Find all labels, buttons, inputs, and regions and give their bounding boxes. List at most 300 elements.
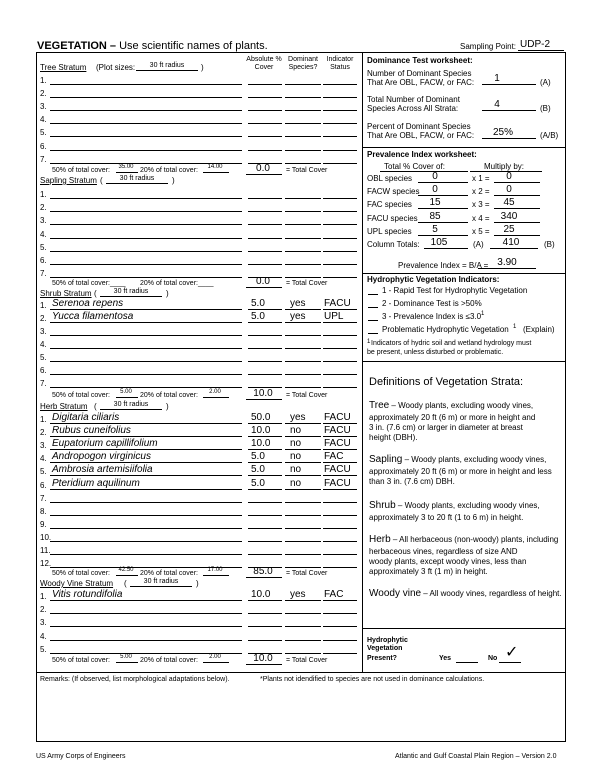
herb-row-species-field[interactable] <box>50 515 242 516</box>
tree-row-indicator-field[interactable] <box>323 163 357 164</box>
prevalence-total-a-code: (A) <box>473 240 484 249</box>
prevalence-row-label: FACW species <box>367 187 420 197</box>
shrub-row-cover-field[interactable] <box>248 335 282 336</box>
herb-row-dominant-field[interactable] <box>285 462 321 463</box>
sapling-row-species-field[interactable] <box>50 224 242 225</box>
shrub-row-species-field[interactable] <box>50 387 242 388</box>
sapling-row-number: 4. <box>40 229 47 239</box>
herb-species-name: Ambrosia artemisiifolia <box>52 464 153 476</box>
herb-row-indicator-field[interactable] <box>323 436 357 437</box>
shrub-row-indicator-field[interactable] <box>323 387 357 388</box>
def-herb <box>369 535 558 545</box>
sapling-row-indicator-field[interactable] <box>323 264 357 265</box>
shrub-row-indicator-field[interactable] <box>323 335 357 336</box>
footer-left: US Army Corps of Engineers <box>36 753 126 760</box>
tree-stratum-label: Tree Stratum <box>40 63 87 72</box>
tree-plot-close: ) <box>201 63 204 72</box>
tree-row-indicator-field[interactable] <box>323 150 357 151</box>
prevalence-row-value[interactable]: 45 <box>503 197 515 209</box>
herb-row-number: 12. <box>40 559 52 569</box>
herb-species-name: Pteridium aquilinum <box>52 477 140 489</box>
footnote-mark: 1 <box>367 339 371 345</box>
shrub-row-dominant-field[interactable] <box>285 348 321 349</box>
shrub-plot-size[interactable]: 30 ft radius <box>113 288 149 295</box>
sapling-row-dominant-field[interactable] <box>285 238 321 239</box>
prevalence-row-value[interactable]: 25 <box>503 223 515 235</box>
vine-row-cover-field[interactable] <box>248 600 282 601</box>
def-herb-text: herbaceous vines, regardless of size AND <box>369 547 518 556</box>
herb-twenty-value: 17.00 <box>207 567 223 573</box>
shrub-row-indicator-field[interactable] <box>323 322 357 323</box>
sapling-row-number: 5. <box>40 242 47 252</box>
tree-row-cover-field[interactable] <box>248 136 282 137</box>
sapling-row-indicator-field[interactable] <box>323 277 357 278</box>
herb-row-number: 5. <box>40 467 47 477</box>
tree-row-dominant-field[interactable] <box>285 150 321 151</box>
vine-total-cover-label: = Total Cover <box>286 657 328 664</box>
sapling-plot-size[interactable]: 30 ft radius <box>119 175 155 182</box>
shrub-row-dominant-field[interactable] <box>285 322 321 323</box>
vine-row-number: 4. <box>40 631 47 641</box>
herb-species-indicator: FACU <box>324 412 351 423</box>
vine-row-species-field[interactable] <box>50 600 242 601</box>
herb-row-dominant-field[interactable] <box>285 449 321 450</box>
shrub-species-dominant: yes <box>290 311 306 322</box>
sapling-row-dominant-field[interactable] <box>285 277 321 278</box>
shrub-row-species-field[interactable] <box>50 361 242 362</box>
dominance-b-label: Total Number of Dominant <box>367 95 460 104</box>
shrub-row-cover-field[interactable] <box>248 374 282 375</box>
indicator-explain: (Explain) <box>523 325 555 334</box>
col-dominant: Dominant Species? <box>288 56 318 72</box>
herb-species-dominant: no <box>290 464 302 476</box>
vine-total-cover: 10.0 <box>253 653 273 664</box>
prevalence-index-value[interactable]: 3.90 <box>497 257 517 268</box>
herb-row-dominant-field[interactable] <box>285 489 321 490</box>
vine-row-indicator-field[interactable] <box>323 613 357 614</box>
herb-row-species-field[interactable] <box>50 541 242 542</box>
herb-row-dominant-field[interactable] <box>285 541 321 542</box>
herb-species-indicator: FAC <box>324 451 344 463</box>
shrub-row-number: 7. <box>40 379 47 388</box>
dominance-c-value[interactable]: 25% <box>492 127 513 138</box>
tree-fifty-label: 50% of total cover: <box>52 167 110 174</box>
def-tree-term: Tree <box>369 400 390 411</box>
prevalence-row-cover[interactable]: 0 <box>432 171 438 182</box>
shrub-row-species-field[interactable] <box>50 322 242 323</box>
def-sapling-text: approximately 20 ft (6 m) or more in height and less <box>369 467 552 476</box>
shrub-species-name: Yucca filamentosa <box>52 311 134 322</box>
shrub-row-indicator-field[interactable] <box>323 374 357 375</box>
herb-row-indicator-field[interactable] <box>323 489 357 490</box>
herb-fifty-label: 50% of total cover: <box>52 570 110 577</box>
herb-species-indicator: FACU <box>324 464 351 476</box>
prevalence-total-b[interactable]: 410 <box>502 237 520 248</box>
herb-row-cover-field[interactable] <box>248 423 282 424</box>
shrub-row-species-field[interactable] <box>50 348 242 349</box>
herb-row-species-field[interactable] <box>50 528 242 529</box>
shrub-plot-open: ( <box>94 289 97 298</box>
shrub-row-indicator-field[interactable] <box>323 361 357 362</box>
herb-row-cover-field[interactable] <box>248 475 282 476</box>
herb-row-dominant-field[interactable] <box>285 436 321 437</box>
herb-species-name: Eupatorium capillifolium <box>52 438 158 450</box>
herb-row-cover-field[interactable] <box>248 554 282 555</box>
indicator-problematic[interactable]: Problematic Hydrophytic Vegetation <box>382 325 509 334</box>
vine-row-number: 2. <box>40 605 47 615</box>
tree-row-species-field[interactable] <box>50 84 242 85</box>
tree-row-dominant-field[interactable] <box>285 123 321 124</box>
sapling-row-indicator-field[interactable] <box>323 251 357 252</box>
herb-row-indicator-field[interactable] <box>323 554 357 555</box>
herb-row-number: 9. <box>40 519 47 529</box>
def-sapling-text: than 3 in. (7.6 cm) DBH. <box>369 477 455 486</box>
sapling-row-species-field[interactable] <box>50 198 242 199</box>
tree-row-species-field[interactable] <box>50 136 242 137</box>
hydrophytic-no-label: No <box>488 655 498 662</box>
herb-row-indicator-field[interactable] <box>323 462 357 463</box>
herb-row-indicator-field[interactable] <box>323 423 357 424</box>
shrub-row-dominant-field[interactable] <box>285 361 321 362</box>
herb-row-number: 2. <box>40 428 47 438</box>
shrub-row-cover-field[interactable] <box>248 361 282 362</box>
herb-row-dominant-field[interactable] <box>285 515 321 516</box>
herb-row-cover-field[interactable] <box>248 489 282 490</box>
tree-row-cover-field[interactable] <box>248 110 282 111</box>
herb-row-species-field[interactable] <box>50 489 242 490</box>
herb-species-indicator: FACU <box>324 425 351 437</box>
tree-row-cover-field[interactable] <box>248 123 282 124</box>
prevalence-row-label: UPL species <box>367 226 412 236</box>
herb-species-indicator: FACU <box>324 477 351 489</box>
prevalence-row-value[interactable]: 0 <box>506 171 512 182</box>
sapling-row-dominant-field[interactable] <box>285 198 321 199</box>
tree-row-number: 1. <box>40 76 47 85</box>
sapling-row-species-field[interactable] <box>50 264 242 265</box>
herb-species-dominant: no <box>290 425 302 437</box>
shrub-row-species-field[interactable] <box>50 374 242 375</box>
tree-twenty-value: 14.00 <box>207 164 223 170</box>
herb-row-indicator-field[interactable] <box>323 567 357 568</box>
herb-row-species-field[interactable] <box>50 436 242 437</box>
herb-row-species-field[interactable] <box>50 475 242 476</box>
def-shrub-term: Shrub <box>369 500 396 511</box>
vine-row-indicator-field[interactable] <box>323 640 357 641</box>
sapling-plot-close: ) <box>172 176 175 185</box>
vine-fifty-label: 50% of total cover: <box>52 657 110 664</box>
sapling-row-indicator-field[interactable] <box>323 224 357 225</box>
vine-row-dominant-field[interactable] <box>285 600 321 601</box>
def-tree <box>369 401 533 411</box>
shrub-species-cover: 5.0 <box>251 311 265 322</box>
sapling-row-cover-field[interactable] <box>248 198 282 199</box>
shrub-species-name: Serenoa repens <box>52 298 124 309</box>
prevalence-totals-label: Column Totals: <box>367 240 420 249</box>
herb-row-indicator-field[interactable] <box>323 515 357 516</box>
prevalence-row-cover[interactable]: 15 <box>429 197 441 209</box>
def-shrub-text: approximately 3 to 20 ft (1 to 6 m) in height. <box>369 513 524 522</box>
herb-row-species-field[interactable] <box>50 502 242 503</box>
herb-row-indicator-field[interactable] <box>323 528 357 529</box>
prevalence-row-cover[interactable]: 85 <box>429 210 441 222</box>
shrub-row-species-field[interactable] <box>50 309 242 310</box>
sapling-row-cover-field[interactable] <box>248 211 282 212</box>
def-shrub <box>369 501 540 511</box>
herb-total-cover: 85.0 <box>253 566 273 577</box>
sapling-plot-open: ( <box>100 176 103 185</box>
dominance-c-label: Percent of Dominant Species <box>367 122 471 131</box>
tree-plot-label: (Plot sizes: <box>96 63 136 72</box>
sapling-row-cover-field[interactable] <box>248 238 282 239</box>
herb-species-cover: 50.0 <box>251 412 271 423</box>
sapling-row-indicator-field[interactable] <box>323 211 357 212</box>
sapling-row-number: 6. <box>40 256 47 265</box>
herb-row-dominant-field[interactable] <box>285 502 321 503</box>
herb-twenty-label: 20% of total cover: <box>140 570 198 577</box>
tree-row-dominant-field[interactable] <box>285 97 321 98</box>
hydrophytic-no-field[interactable] <box>499 662 521 663</box>
shrub-row-species-field[interactable] <box>50 335 242 336</box>
shrub-total-cover-label: = Total Cover <box>286 392 328 399</box>
herb-row-species-field[interactable] <box>50 462 242 463</box>
vine-row-cover-field[interactable] <box>248 640 282 641</box>
shrub-row-cover-field[interactable] <box>248 348 282 349</box>
prevalence-row-value[interactable]: 0 <box>506 184 512 196</box>
def-tree-text: – Woody plants, excluding woody vines, <box>389 401 534 410</box>
prevalence-row-multiplier: x 2 = <box>472 187 490 197</box>
indicator-footnote: Indicators of hydric soil and wetland hydrology must <box>371 340 532 347</box>
herb-species-cover: 5.0 <box>251 477 265 489</box>
shrub-row-number: 1. <box>40 301 47 310</box>
tree-row-number: 5. <box>40 128 47 138</box>
tree-row-indicator-field[interactable] <box>323 136 357 137</box>
prevalence-row-cover[interactable]: 0 <box>432 184 438 196</box>
tree-row-dominant-field[interactable] <box>285 163 321 164</box>
sampling-point-value[interactable]: UDP-2 <box>520 39 551 50</box>
hydrophytic-label-2: Vegetation <box>367 645 403 652</box>
herb-row-cover-field[interactable] <box>248 449 282 450</box>
tree-fifty-value: 35.00 <box>118 164 134 170</box>
vine-row-indicator-field[interactable] <box>323 653 357 654</box>
herb-plot-size[interactable]: 30 ft radius <box>113 401 149 408</box>
prevalence-total-a[interactable]: 105 <box>430 237 448 248</box>
vine-row-indicator-field[interactable] <box>323 626 357 627</box>
def-sapling-term: Sapling <box>369 454 403 465</box>
prevalence-col1: Total % Cover of: <box>384 162 445 171</box>
herb-row-dominant-field[interactable] <box>285 554 321 555</box>
vine-row-species-field[interactable] <box>50 626 242 627</box>
tree-plot-size[interactable]: 30 ft radius <box>149 62 185 69</box>
remarks-label: Remarks: (If observed, list morphological adaptations below). <box>40 676 230 683</box>
prevalence-row-label: OBL species <box>367 174 413 183</box>
vine-row-species-field[interactable] <box>50 613 242 614</box>
tree-row-cover-field[interactable] <box>248 84 282 85</box>
prevalence-row-multiplier: x 1 = <box>472 174 490 183</box>
vine-species-dominant: yes <box>290 589 306 600</box>
herb-row-cover-field[interactable] <box>248 502 282 503</box>
hydrophytic-yes-field[interactable] <box>456 662 478 663</box>
shrub-row-cover-field[interactable] <box>248 309 282 310</box>
dominance-a-value[interactable]: 1 <box>494 73 500 84</box>
herb-row-cover-field[interactable] <box>248 436 282 437</box>
vine-plot-size[interactable]: 30 ft radius <box>143 578 179 585</box>
herb-row-number: 6. <box>40 480 47 490</box>
shrub-row-number: 3. <box>40 327 47 336</box>
tree-row-dominant-field[interactable] <box>285 136 321 137</box>
vine-row-dominant-field[interactable] <box>285 653 321 654</box>
sapling-row-species-field[interactable] <box>50 277 242 278</box>
tree-row-species-field[interactable] <box>50 110 242 111</box>
shrub-row-number: 5. <box>40 353 47 362</box>
vine-row-cover-field[interactable] <box>248 626 282 627</box>
dominance-b-value[interactable]: 4 <box>494 99 500 110</box>
shrub-species-indicator: UPL <box>324 311 344 322</box>
herb-row-dominant-field[interactable] <box>285 423 321 424</box>
vine-row-species-field[interactable] <box>50 640 242 641</box>
vine-row-number: 1. <box>40 592 47 601</box>
shrub-plot-close: ) <box>166 289 169 298</box>
tree-row-dominant-field[interactable] <box>285 84 321 85</box>
herb-row-cover-field[interactable] <box>248 528 282 529</box>
shrub-row-dominant-field[interactable] <box>285 387 321 388</box>
herb-row-indicator-field[interactable] <box>323 449 357 450</box>
herb-species-dominant: no <box>290 477 302 489</box>
sapling-row-species-field[interactable] <box>50 251 242 252</box>
sapling-row-number: 1. <box>40 190 47 199</box>
tree-row-indicator-field[interactable] <box>323 123 357 124</box>
sapling-row-dominant-field[interactable] <box>285 251 321 252</box>
tree-row-species-field[interactable] <box>50 123 242 124</box>
herb-species-cover: 10.0 <box>251 425 271 437</box>
herb-row-number: 3. <box>40 441 47 451</box>
herb-row-species-field[interactable] <box>50 554 242 555</box>
vine-species-name: Vitis rotundifolia <box>52 589 123 600</box>
herb-row-dominant-field[interactable] <box>285 528 321 529</box>
vine-row-cover-field[interactable] <box>248 613 282 614</box>
herb-row-cover-field[interactable] <box>248 515 282 516</box>
sapling-total-cover-label: = Total Cover <box>286 280 328 287</box>
prevalence-total-b-code: (B) <box>544 240 555 249</box>
prevalence-index-label: Prevalence Index = B/A = <box>398 261 489 270</box>
vine-row-dominant-field[interactable] <box>285 640 321 641</box>
shrub-row-dominant-field[interactable] <box>285 335 321 336</box>
herb-row-number: 11. <box>40 546 51 555</box>
vine-row-dominant-field[interactable] <box>285 626 321 627</box>
sapling-row-species-field[interactable] <box>50 211 242 212</box>
indicator-dominance-test[interactable]: 2 - Dominance Test is >50% <box>382 299 482 308</box>
sapling-row-cover-field[interactable] <box>248 264 282 265</box>
vine-row-indicator-field[interactable] <box>323 600 357 601</box>
sapling-row-indicator-field[interactable] <box>323 198 357 199</box>
herb-stratum-label: Herb Stratum <box>40 402 88 411</box>
prevalence-row-multiplier: x 4 = <box>472 213 490 223</box>
tree-row-number: 4. <box>40 115 47 125</box>
tree-row-indicator-field[interactable] <box>323 97 357 98</box>
shrub-row-number: 2. <box>40 314 47 323</box>
prevalence-row-multiplier: x 5 = <box>472 226 490 236</box>
tree-row-cover-field[interactable] <box>248 150 282 151</box>
herb-row-indicator-field[interactable] <box>323 475 357 476</box>
herb-row-cover-field[interactable] <box>248 462 282 463</box>
sapling-row-dominant-field[interactable] <box>285 211 321 212</box>
tree-row-dominant-field[interactable] <box>285 110 321 111</box>
sampling-point-label: Sampling Point: <box>460 42 517 51</box>
herb-row-dominant-field[interactable] <box>285 567 321 568</box>
vine-twenty-label: 20% of total cover: <box>140 657 198 664</box>
def-tree-text: height (DBH). <box>369 433 418 442</box>
shrub-row-dominant-field[interactable] <box>285 309 321 310</box>
prevalence-row-cover[interactable]: 5 <box>432 223 438 235</box>
sapling-row-species-field[interactable] <box>50 238 242 239</box>
shrub-row-indicator-field[interactable] <box>323 309 357 310</box>
hydrophytic-label: Hydrophytic <box>367 637 408 644</box>
prevalence-title: Prevalence Index worksheet: <box>367 150 477 159</box>
shrub-row-number: 6. <box>40 366 47 375</box>
tree-row-species-field[interactable] <box>50 150 242 151</box>
herb-row-cover-field[interactable] <box>248 541 282 542</box>
def-herb-text: woody plants, except woody vines, less than <box>369 557 527 566</box>
remarks-area[interactable] <box>38 688 564 740</box>
tree-row-species-field[interactable] <box>50 97 242 98</box>
tree-twenty-label: 20% of total cover: <box>140 167 198 174</box>
def-vine-text: – All woody vines, regardless of height. <box>421 589 562 598</box>
vine-row-dominant-field[interactable] <box>285 613 321 614</box>
sapling-row-number: 2. <box>40 203 47 213</box>
herb-row-indicator-field[interactable] <box>323 502 357 503</box>
sapling-row-number: 7. <box>40 269 47 279</box>
tree-row-indicator-field[interactable] <box>323 110 357 111</box>
herb-row-species-field[interactable] <box>50 423 242 424</box>
sapling-row-dominant-field[interactable] <box>285 264 321 265</box>
herb-row-number: 7. <box>40 493 47 503</box>
prevalence-col2: Multiply by: <box>484 162 525 171</box>
tree-row-number: 6. <box>40 141 47 151</box>
herb-species-indicator: FACU <box>324 438 351 450</box>
def-herb-text: approximately 3 ft (1 m) in height. <box>369 567 488 576</box>
sapling-row-dominant-field[interactable] <box>285 224 321 225</box>
dominance-a-label2: That Are OBL, FACW, or FAC: <box>367 78 475 87</box>
shrub-row-indicator-field[interactable] <box>323 348 357 349</box>
sapling-row-cover-field[interactable] <box>248 224 282 225</box>
title-rest: Use scientific names of plants. <box>116 40 268 52</box>
hydrophytic-yes-label: Yes <box>439 655 452 662</box>
footnote-mark: 1 <box>481 311 485 317</box>
sapling-total-cover: 0.0 <box>256 276 270 287</box>
dominance-a-code: (A) <box>540 78 551 87</box>
dominance-b-label2: Species Across All Strata: <box>367 104 459 113</box>
shrub-species-dominant: yes <box>290 298 306 309</box>
herb-species-dominant: no <box>290 451 302 463</box>
shrub-row-cover-field[interactable] <box>248 322 282 323</box>
def-herb-text: – All herbaceous (non-woody) plants, including <box>390 535 559 544</box>
indicator-prevalence-index[interactable]: 3 - Prevalence Index is ≤3.0 <box>382 312 482 321</box>
sapling-row-number: 3. <box>40 216 47 226</box>
sapling-row-indicator-field[interactable] <box>323 238 357 239</box>
sapling-row-cover-field[interactable] <box>248 251 282 252</box>
herb-row-dominant-field[interactable] <box>285 475 321 476</box>
herb-row-indicator-field[interactable] <box>323 541 357 542</box>
tree-row-indicator-field[interactable] <box>323 84 357 85</box>
prevalence-row-value[interactable]: 340 <box>500 210 518 222</box>
sapling-fifty-label: 50% of total cover:____ <box>52 280 126 287</box>
def-vine-term: Woody vine <box>369 588 422 599</box>
indicator-rapid-test[interactable]: 1 - Rapid Test for Hydrophytic Vegetation <box>382 286 528 295</box>
indicator-footnote-2: be present, unless disturbed or problematic. <box>367 349 504 356</box>
shrub-twenty-label: 20% of total cover: <box>140 392 198 399</box>
herb-row-species-field[interactable] <box>50 449 242 450</box>
shrub-row-dominant-field[interactable] <box>285 374 321 375</box>
tree-row-cover-field[interactable] <box>248 97 282 98</box>
